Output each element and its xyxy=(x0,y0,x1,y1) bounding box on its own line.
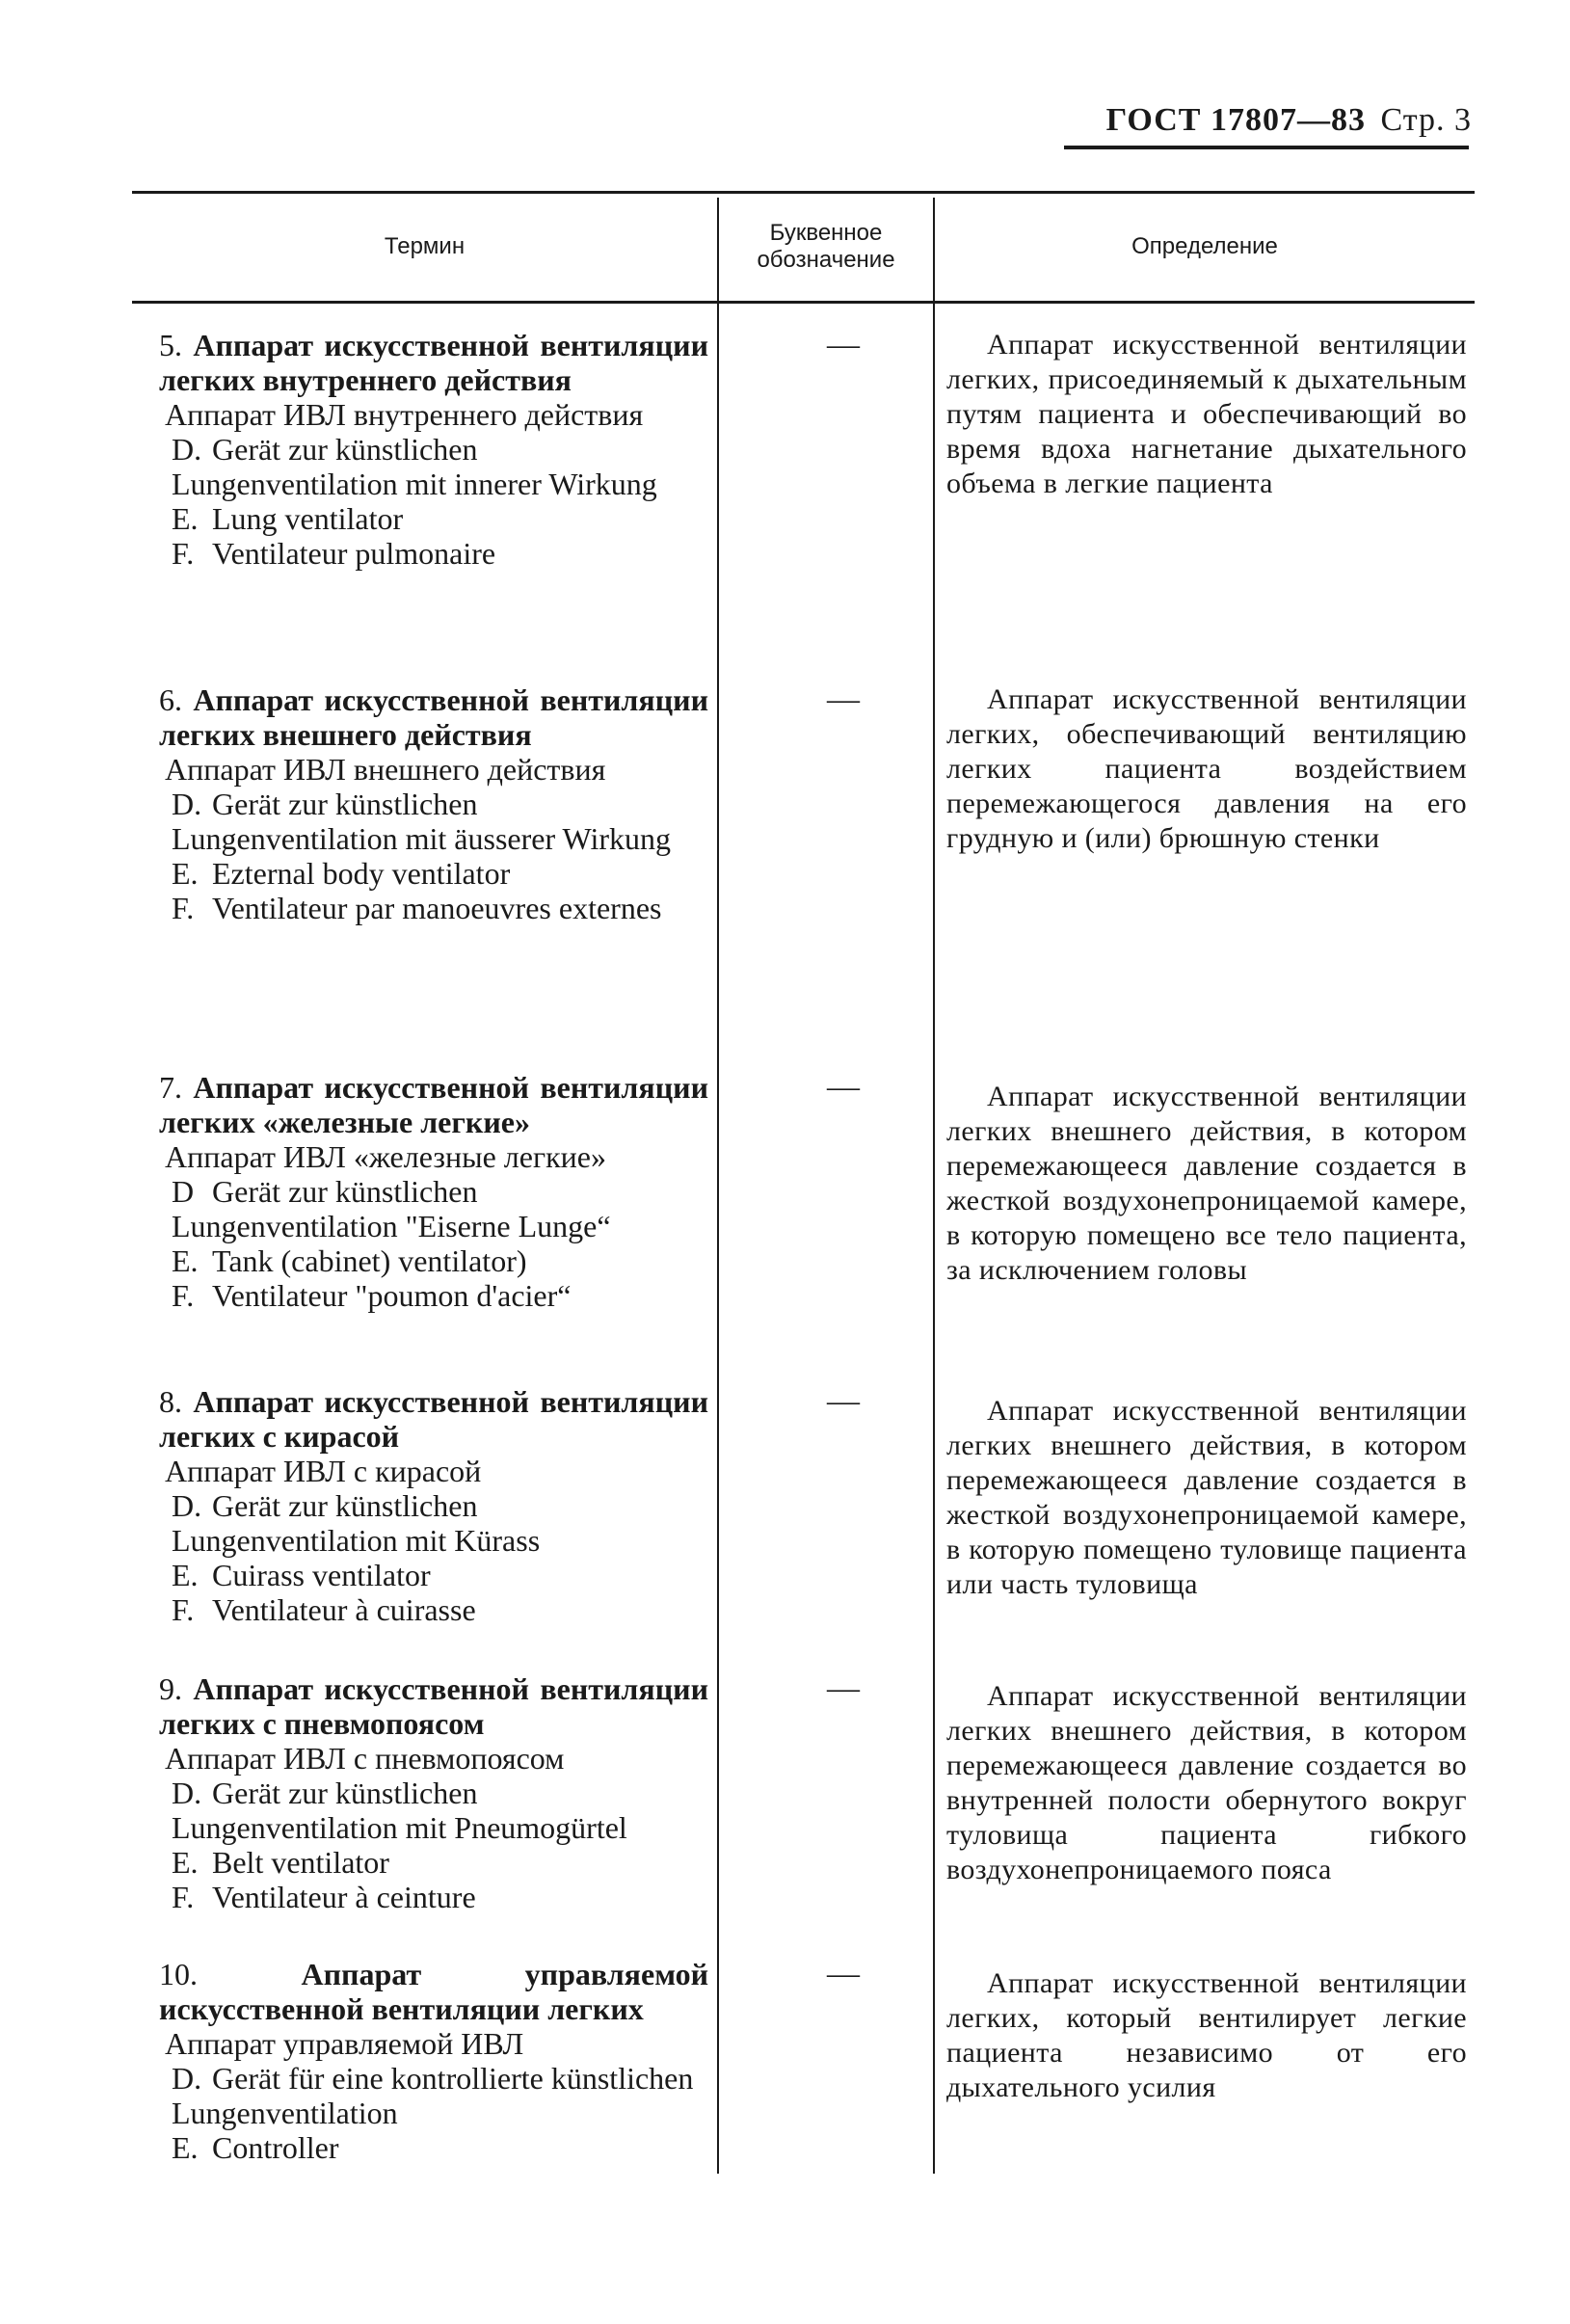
header-rule xyxy=(1064,146,1469,149)
definition-10: Аппарат искусственной вентиляции легких, который вентилирует легкие пациента независимо от его дыхательного усилия xyxy=(946,1967,1467,2103)
term-entry-8 xyxy=(159,1384,708,1627)
letter-designation-7: — xyxy=(827,1069,860,1105)
term-lang-fr: F. Ventilateur "poumon d'acier“ xyxy=(172,1278,572,1313)
term-entry-7 xyxy=(159,1070,708,1313)
page-number: Стр. 3 xyxy=(1380,102,1472,138)
letter-designation-6: — xyxy=(827,681,860,717)
term-lang-fr: F. Ventilateur pulmonaire xyxy=(172,536,496,571)
term-title: 5. Аппарат искусственной вентиляции легких внутреннего действия xyxy=(159,328,709,397)
definition-6: Аппарат искусственной вентиляции легких, обеспечивающий вентиляцию легких пациента воздействием перемежающегося давления на его грудную и (или) брюшную стенки xyxy=(946,683,1467,854)
term-lang-de: D. Gerät zur künstlichen Lungenventilation mit Pneumogürtel xyxy=(172,1776,627,1845)
document-number: ГОСТ 17807—83 xyxy=(1105,102,1366,138)
letter-designation-10: — xyxy=(827,1956,860,1991)
term-short-name: Аппарат ИВЛ с пневмопоясом xyxy=(165,1741,565,1776)
term-lang-en: E. Controller xyxy=(172,2130,339,2165)
term-lang-fr: F. Ventilateur à cuirasse xyxy=(172,1592,476,1627)
term-title: 10. Аппарат управляемой искусственной вентиляции легких xyxy=(159,1957,709,2026)
term-lang-fr: F. Ventilateur par manoeuvres externes xyxy=(172,891,662,925)
term-short-name: Аппарат ИВЛ внутреннего действия xyxy=(165,397,644,432)
table-top-rule xyxy=(132,191,1475,194)
term-short-name: Аппарат ИВЛ «железные легкие» xyxy=(165,1139,606,1174)
term-short-name: Аппарат ИВЛ с кирасой xyxy=(165,1454,482,1488)
term-lang-de: D. Gerät zur künstlichen Lungenventilation mit Kürass xyxy=(172,1488,541,1558)
term-entry-9 xyxy=(159,1671,708,1914)
term-lang-en: E. Tank (cabinet) ventilator) xyxy=(172,1243,527,1278)
term-title: 7. Аппарат искусственной вентиляции легких «железные легкие» xyxy=(159,1070,709,1139)
term-lang-fr: F. Ventilateur à ceinture xyxy=(172,1880,476,1914)
column-divider-left xyxy=(717,198,719,2174)
term-title: 8. Аппарат искусственной вентиляции легких с кирасой xyxy=(159,1384,709,1454)
term-entry-5 xyxy=(159,328,708,571)
term-short-name: Аппарат ИВЛ внешнего действия xyxy=(165,752,606,787)
column-divider-right xyxy=(933,198,935,2174)
letter-designation-9: — xyxy=(827,1670,860,1706)
column-header-term: Термин xyxy=(384,233,466,259)
term-title: 6. Аппарат искусственной вентиляции легких внешнего действия xyxy=(159,682,709,752)
letter-designation-8: — xyxy=(827,1383,860,1419)
term-lang-en: E. Cuirass ventilator xyxy=(172,1558,431,1592)
definition-9: Аппарат искусственной вентиляции легких внешнего действия, в котором перемежающееся давление создается во внутренней полости обернутого вокруг туловища пациента гибкого воздухонепроницаемого пояса xyxy=(946,1680,1467,1885)
term-lang-de: D. Gerät für eine kontrollierte künstlichen Lungenventilation xyxy=(172,2061,694,2130)
term-lang-de: D. Gerät zur künstlichen Lungenventilation mit äusserer Wirkung xyxy=(172,787,671,856)
definition-8: Аппарат искусственной вентиляции легких внешнего действия, в котором перемежающееся давление создается в жесткой воздухонепроницаемой камере, в которую помещено туловище пациента или часть туловища xyxy=(946,1395,1467,1600)
term-short-name: Аппарат управляемой ИВЛ xyxy=(165,2026,524,2061)
term-title: 9. Аппарат искусственной вентиляции легких с пневмопоясом xyxy=(159,1671,709,1741)
definition-7: Аппарат искусственной вентиляции легких внешнего действия, в котором перемежающееся давление создается в жесткой воздухонепроницаемой камере, в которую помещено все тело пациента, за исключением головы xyxy=(946,1081,1467,1286)
page-header xyxy=(1106,102,1472,139)
table-header-rule xyxy=(132,301,1475,304)
term-lang-en: E. Ezternal body ventilator xyxy=(172,856,511,891)
column-header-definition: Определение xyxy=(1131,233,1278,259)
term-lang-de: D. Gerät zur künstlichen Lungenventilation mit innerer Wirkung xyxy=(172,432,657,501)
term-entry-6 xyxy=(159,682,708,925)
term-lang-en: E. Lung ventilator xyxy=(172,501,404,536)
letter-designation-5: — xyxy=(827,327,860,362)
term-entry-10 xyxy=(159,1957,708,2165)
term-lang-en: E. Belt ventilator xyxy=(172,1845,389,1880)
definition-5: Аппарат искусственной вентиляции легких, присоединяемый к дыхательным путям пациента и обеспечивающий во время вдоха нагнетание дыхательного объема в легкие пациента xyxy=(946,329,1467,499)
term-lang-de: D Gerät zur künstlichen Lungenventilation "Eiserne Lunge“ xyxy=(172,1174,611,1243)
column-header-letter: Буквенное обозначение xyxy=(757,220,895,273)
